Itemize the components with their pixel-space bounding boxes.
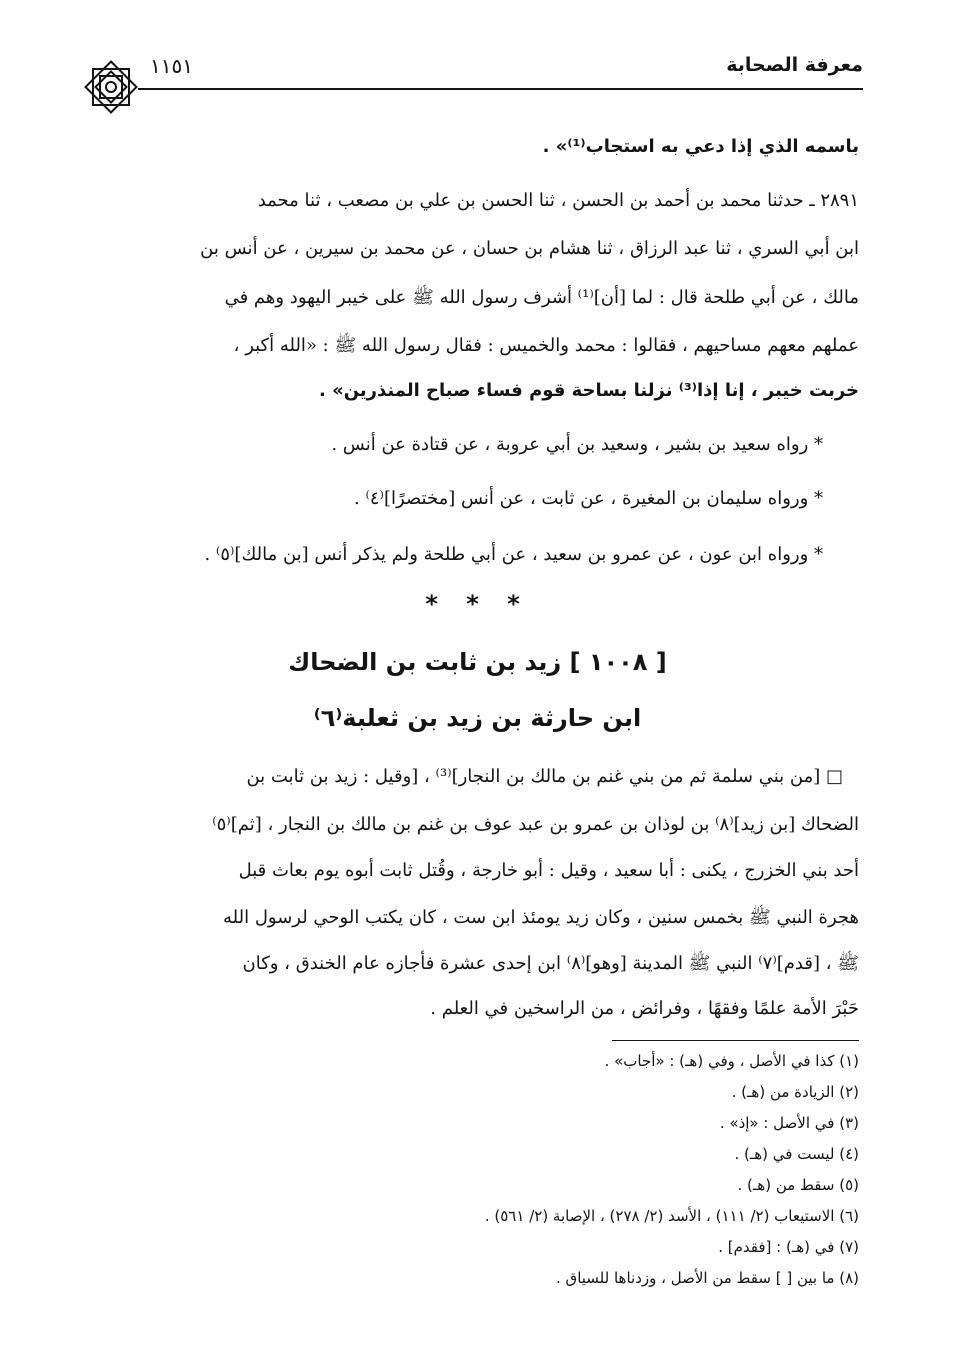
entry-title: [ ١٠٠٨ ] زيد بن ثابت بن الضحاك	[288, 648, 667, 676]
bio-line: الضحاك [بن زيد]⁽٨⁾ بن لوذان بن عمرو بن عبد عوف بن غنم بن مالك بن النجار ، [ثم]⁽٥⁾	[212, 814, 859, 835]
narration-item: * رواه سعيد بن بشير ، وسعيد بن أبي عروبة ، عن قتادة عن أنس .	[331, 434, 823, 455]
opening-line: باسمه الذي إذا دعي به استجاب⁽¹⁾» .	[542, 136, 859, 157]
hadith-line: ٢٨٩١ ـ حدثنا محمد بن أحمد بن الحسن ، ثنا الحسن بن علي بن مصعب ، ثنا محمد	[257, 190, 859, 211]
bio-line: □ [من بني سلمة ثم من بني غنم بن مالك بن النجار]⁽³⁾ ، [وقيل : زيد بن ثابت بن	[246, 766, 843, 787]
bio-line: ﷺ ، [قدم]⁽٧⁾ النبي ﷺ المدينة [وهو]⁽٨⁾ ابن إحدى عشرة فأجازه عام الخندق ، وكان	[242, 953, 859, 974]
footnote: (٥) سقط من (هـ) .	[737, 1176, 859, 1194]
narration-item: * ورواه سليمان بن المغيرة ، عن ثابت ، عن أنس [مختصرًا]⁽٤⁾ .	[354, 488, 823, 509]
hadith-line: ابن أبي السري ، ثنا عبد الرزاق ، ثنا هشام بن حسان ، عن محمد بن سيرين ، عن أنس بن	[200, 238, 859, 259]
bio-line: حَبْرَ الأمة علمًا وفقهًا ، وفرائض ، من الراسخين في العلم .	[430, 998, 859, 1019]
header-rule	[138, 88, 863, 90]
footnote: (٨) ما بين [ ] سقط من الأصل ، وزدناها للسياق .	[556, 1269, 859, 1287]
section-separator: * * *	[425, 590, 530, 618]
hadith-line: عملهم معهم مساحيهم ، فقالوا : محمد والخميس : فقال رسول الله ﷺ : «الله أكبر ،	[233, 335, 859, 356]
footnote: (٣) في الأصل : «إذ» .	[719, 1114, 859, 1132]
running-title: معرفة الصحابة	[726, 54, 863, 76]
footnote: (٦) الاستيعاب (٢/ ١١١) ، الأسد (٢/ ٢٧٨) ، الإصابة (٢/ ٥٦١) .	[484, 1207, 859, 1225]
footnote: (٧) في (هـ) : [فقدم] .	[718, 1238, 859, 1256]
footnote: (٤) ليست في (هـ) .	[734, 1145, 859, 1163]
entry-subtitle: ابن حارثة بن زيد بن ثعلبة⁽٦⁾	[313, 704, 642, 732]
footnote: (٢) الزيادة من (هـ) .	[731, 1083, 859, 1101]
bio-line: أحد بني الخزرج ، يكنى : أبا سعيد ، وقيل : أبو خارجة ، وقُتل ثابت أبوه يوم بعاث قبل	[238, 860, 859, 881]
hadith-line: خربت خيبر ، إنا إذا⁽³⁾ نزلنا بساحة قوم فساء صباح المنذرين» .	[318, 380, 859, 401]
hadith-line: مالك ، عن أبي طلحة قال : لما [أن]⁽¹⁾ أشرف رسول الله ﷺ على خيبر اليهود وهم في	[224, 287, 859, 308]
footnote-rule	[612, 1040, 859, 1041]
bio-line: هجرة النبي ﷺ بخمس سنين ، وكان زيد يومئذ ابن ست ، كان يكتب الوحي لرسول الله	[223, 907, 859, 928]
page-number: ١١٥١	[150, 54, 193, 78]
narration-item: * ورواه ابن عون ، عن عمرو بن سعيد ، عن أبي طلحة ولم يذكر أنس [بن مالك]⁽٥⁾ .	[204, 544, 823, 565]
page-ornament-icon	[80, 56, 142, 118]
footnote: (١) كذا في الأصل ، وفي (هـ) : «أجاب» .	[604, 1052, 859, 1070]
